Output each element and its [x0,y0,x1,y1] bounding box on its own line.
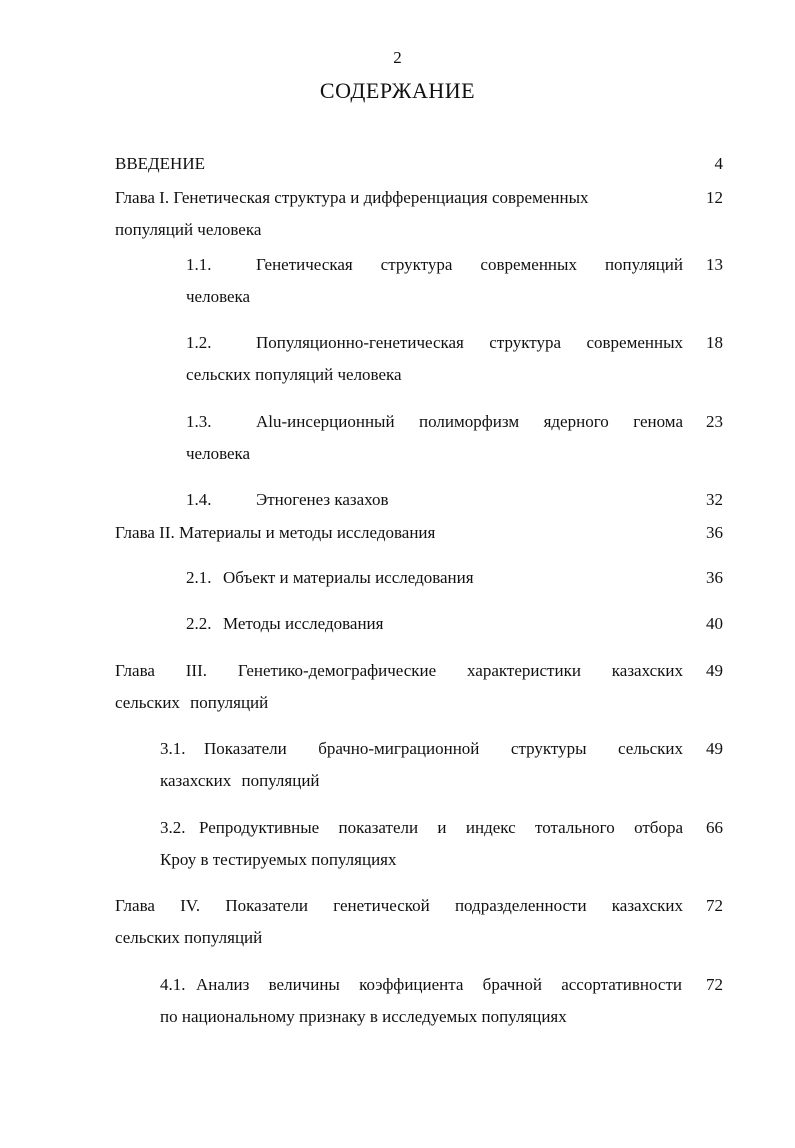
toc-entry-number: 4.1. [160,975,186,994]
toc-entry-title: Alu-инсерционный полиморфизм ядерного генома [256,412,683,431]
toc-entry-number: 1.3. [186,412,212,431]
toc-entry-title: Анализ величины коэффициента брачной ассортативности [196,975,682,994]
toc-entry-1-4 [186,484,723,516]
toc-entry-title: ВВЕДЕНИЕ [115,154,205,173]
toc-entry-title-cont: человека [186,444,251,463]
toc-entry-2-1 [186,562,723,594]
toc-entry-title: Объект и материалы исследования [223,568,474,587]
toc-entry-number: 3.2. [160,818,186,837]
toc-entry-page: 32 [706,490,723,509]
toc-entry-2-2 [186,608,723,640]
toc-entry-title-cont: казахских популяций [160,771,320,790]
toc-entry-page: 13 [706,255,723,274]
toc-entry-number: 2.2. [186,614,212,633]
toc-entry-page: 72 [706,896,723,915]
toc-entry-4-1 [160,969,723,1033]
toc-entry-chapter-4 [115,890,723,954]
toc-entry-title-cont: человека [186,287,251,306]
toc-entry-number: 1.1. [186,255,212,274]
toc-entry-title: Генетическая структура современных популяций [256,255,683,274]
toc-entry-title: Глава II. Материалы и методы исследования [115,523,436,542]
toc-entry-title-cont: популяций человека [115,220,262,239]
page-number: 2 [393,48,402,67]
toc-entry-chapter-2 [115,517,723,549]
toc-entry-title: Глава IV. Показатели генетической подразделенности казахских [115,896,683,915]
toc-entry-chapter-1 [115,182,723,246]
toc-entry-title: Глава I. Генетическая структура и дифференциация современных [115,188,589,207]
toc-entry-page: 23 [706,412,723,431]
toc-entry-1-1 [186,249,723,313]
page-title: СОДЕРЖАНИЕ [319,78,476,103]
toc-entry-page: 40 [706,614,723,633]
toc-entry-title: Репродуктивные показатели и индекс тотального отбора [199,818,683,837]
toc-entry-page: 12 [706,188,723,207]
toc-entry-title-cont: по национальному признаку в исследуемых популяциях [160,1007,567,1026]
toc-entry-3-1 [160,733,723,797]
toc-entry-chapter-3 [115,655,723,719]
toc-entry-page: 36 [706,568,723,587]
toc-entry-number: 1.4. [186,490,212,509]
toc-entry-number: 3.1. [160,739,186,758]
toc-entry-1-3 [186,406,723,470]
toc-entry-title: Популяционно-генетическая структура современных [256,333,683,352]
toc-entry-page: 72 [706,975,723,994]
toc-entry-page: 66 [706,818,723,837]
toc-entry-page: 4 [714,154,723,173]
toc-entry-number: 1.2. [186,333,212,352]
toc-entry-3-2 [160,812,723,876]
toc-entry-title-cont: сельских популяций человека [186,365,402,384]
toc-entry-page: 49 [706,661,723,680]
toc-entry-number: 2.1. [186,568,212,587]
toc-entry-page: 18 [706,333,723,352]
toc-entry-title: Показатели брачно-миграционной структуры сельских [204,739,683,758]
toc-entry-title-cont: сельских популяций [115,928,263,947]
toc-entry-title: Этногенез казахов [256,490,389,509]
toc-entry-title: Методы исследования [223,614,384,633]
toc-entry-1-2 [186,327,723,391]
toc-entry-title: Глава III. Генетико-демографические характеристики казахских [115,661,683,680]
toc-entry-intro [115,148,723,180]
toc-entry-page: 49 [706,739,723,758]
toc-entry-page: 36 [706,523,723,542]
toc-entry-title-cont: Кроу в тестируемых популяциях [160,850,397,869]
toc-entry-title-cont: сельских популяций [115,693,269,712]
